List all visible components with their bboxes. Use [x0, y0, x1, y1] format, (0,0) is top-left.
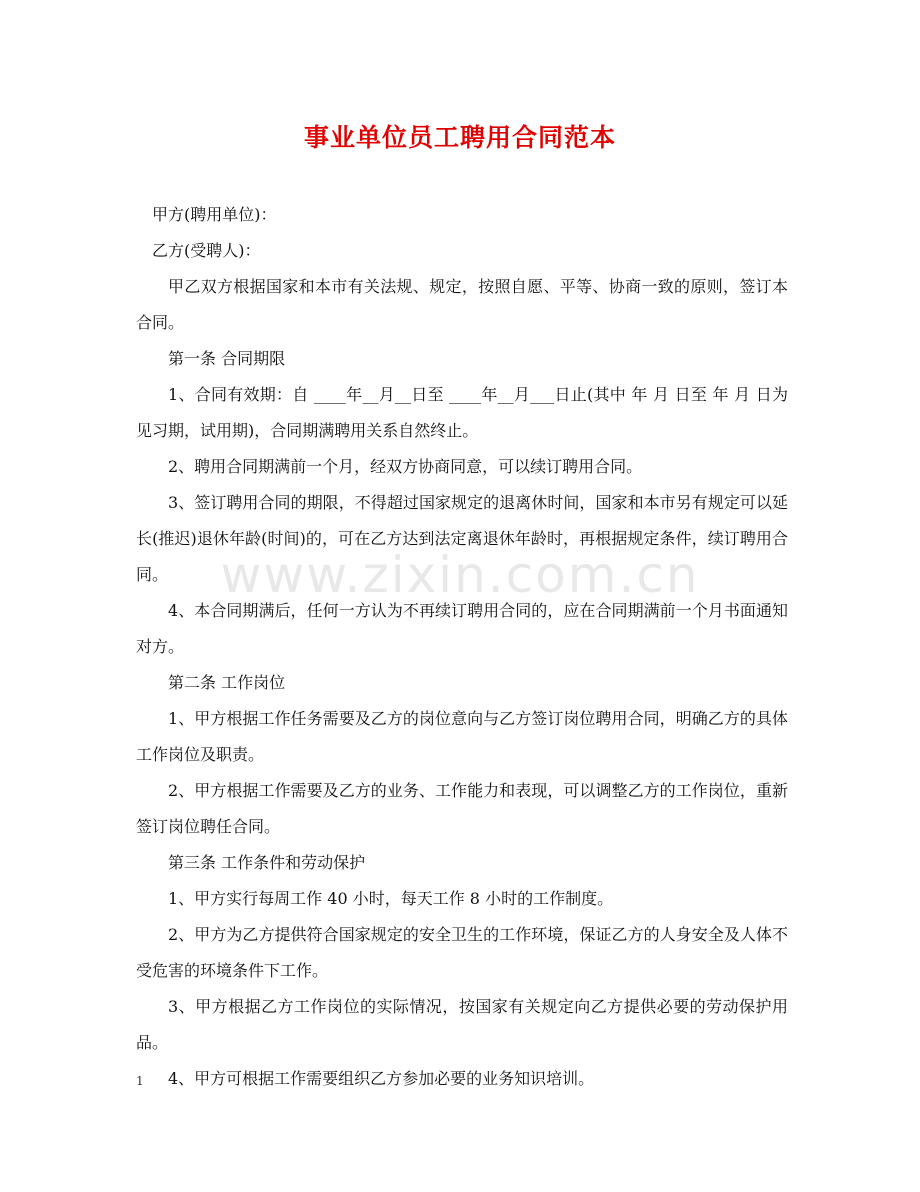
article-1-clause-4: 4、本合同期满后，任何一方认为不再续订聘用合同的，应在合同期满前一个月书面通知对方。 [136, 601, 788, 656]
article-1-clause-2: 2、聘用合同期满前一个月，经双方协商同意，可以续订聘用合同。 [168, 457, 643, 476]
article-3-clause-2: 2、甲方为乙方提供符合国家规定的安全卫生的工作环境，保证乙方的人身安全及人体不受危害的环境条件下工作。 [136, 925, 788, 980]
article-1-heading: 第一条 合同期限 [168, 349, 286, 368]
article-3-clause-3: 3、甲方根据乙方工作岗位的实际情况，按国家有关规定向乙方提供必要的劳动保护用品。 [136, 997, 788, 1052]
article-2-clause-2: 2、甲方根据工作需要及乙方的业务、工作能力和表现，可以调整乙方的工作岗位，重新签订岗位聘任合同。 [136, 781, 788, 836]
page-number: 1 [136, 1074, 144, 1088]
preamble-paragraph: 甲乙双方根据国家和本市有关法规、规定，按照自愿、平等、协商一致的原则，签订本合同。 [136, 277, 788, 332]
article-2-clause-1: 1、甲方根据工作任务需要及乙方的岗位意向与乙方签订岗位聘用合同，明确乙方的具体工作岗位及职责。 [136, 709, 788, 764]
article-1-clause-3: 3、签订聘用合同的期限，不得超过国家规定的退离休时间，国家和本市另有规定可以延长(推迟)退休年龄(时间)的，可在乙方达到法定离退休年龄时，再根据规定条件，续订聘用合同。 [136, 493, 788, 584]
article-1-clause-1: 1、合同有效期：自 ____年__月__日至 ____年__月___日止(其中 年 月 日至 年 月 日为见习期，试用期)，合同期满聘用关系自然终止。 [136, 385, 788, 440]
document-title: 事业单位员工聘用合同范本 [303, 123, 616, 152]
party-b-line: 乙方(受聘人)： [152, 241, 261, 260]
article-3-clause-1: 1、甲方实行每周工作 40 小时，每天工作 8 小时的工作制度。 [168, 889, 614, 908]
article-3-heading: 第三条 工作条件和劳动保护 [168, 853, 366, 872]
document-body [136, 197, 788, 1097]
article-2-heading: 第二条 工作岗位 [168, 673, 286, 692]
party-a-line: 甲方(聘用单位)： [152, 205, 277, 224]
article-3-clause-4: 4、甲方可根据工作需要组织乙方参加必要的业务知识培训。 [168, 1069, 595, 1088]
watermark: www.zixin.com.cn [220, 546, 700, 604]
